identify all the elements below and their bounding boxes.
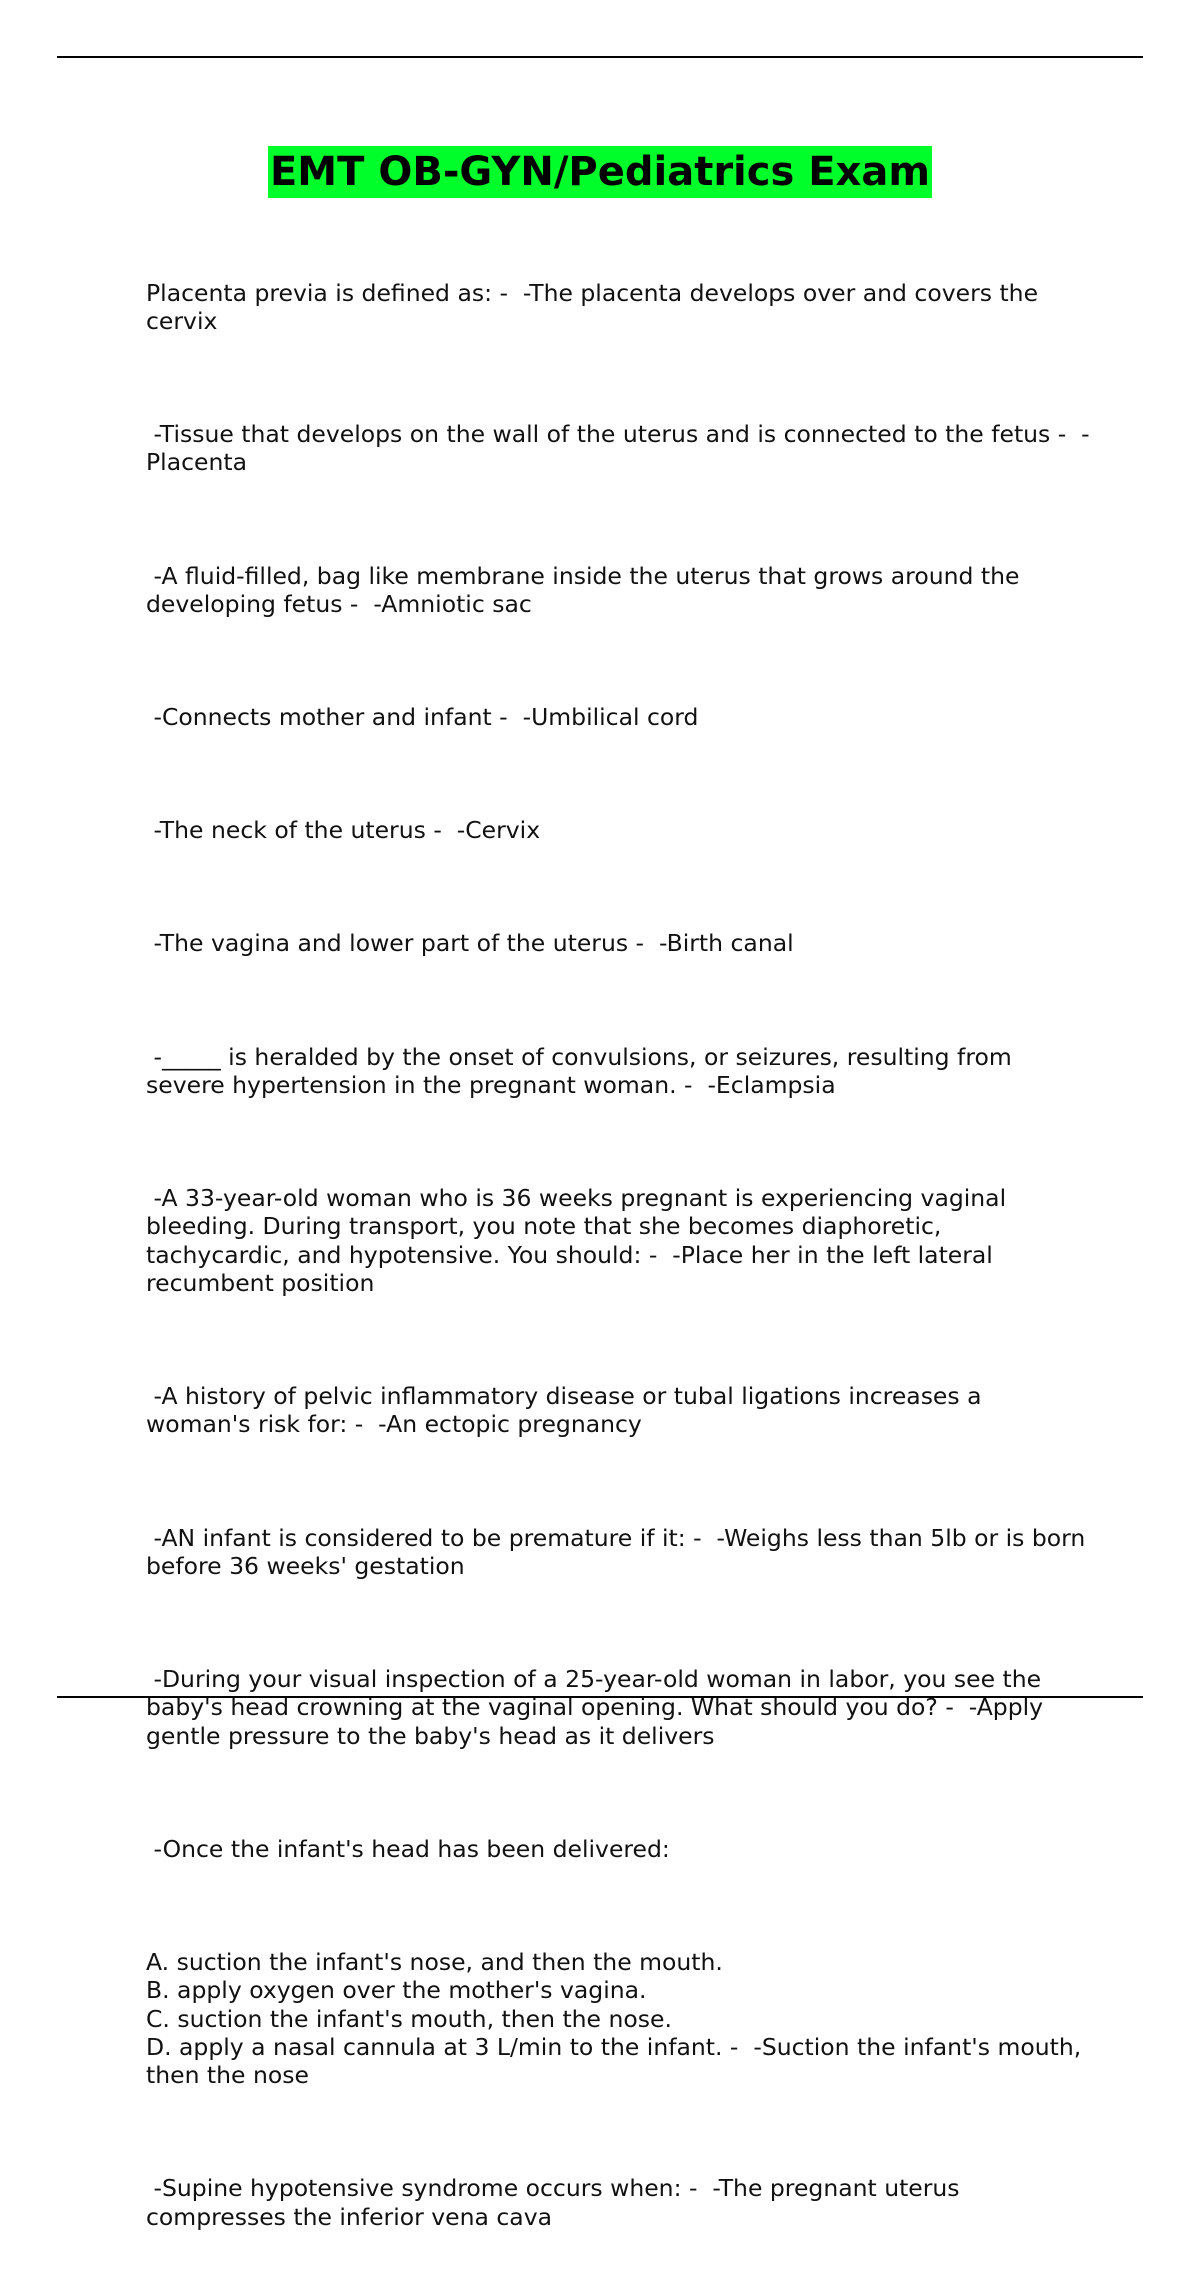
qa-entry: -_____ is heralded by the onset of convulsions, or seizures, resulting from severe hypertension in the pregnant woman. - -Eclampsia <box>146 1042 1020 1099</box>
title-container <box>0 146 1200 198</box>
qa-entry: -Supine hypotensive syndrome occurs when: - -The pregnant uterus compresses the inferior vena cava <box>146 2174 968 2231</box>
top-rule <box>57 56 1143 58</box>
qa-entry: -A fluid-filled, bag like membrane inside the uterus that grows around the developing fetus - -Amniotic sac <box>146 561 1027 618</box>
document-body <box>146 222 1091 2288</box>
qa-entry: Placenta previa is defined as: - -The placenta develops over and covers the cervix <box>146 278 1046 335</box>
qa-entry: -A history of pelvic inflammatory disease or tubal ligations increases a woman's risk for: - -An ectopic pregnancy <box>146 1382 989 1439</box>
qa-entry: -A 33-year-old woman who is 36 weeks pregnant is experiencing vaginal bleeding. During transport, you note that she becomes diaphoretic, tachycardic, and hypotensive. You should: - -Place her in the left lateral recumbent position <box>146 1184 1014 1297</box>
page-title: EMT OB-GYN/Pediatrics Exam <box>268 146 932 198</box>
qa-options-entry: A. suction the infant's nose, and then the mouth. B. apply oxygen over the mother's vagina. C. suction the infant's mouth, then the nose. D. apply a nasal cannula at 3 L/min to the infant. - -Suction the infant's mouth, then the nose <box>146 1948 1082 2090</box>
qa-entry: -AN infant is considered to be premature if it: - -Weighs less than 5lb or is born before 36 weeks' gestation <box>146 1523 1093 1580</box>
qa-entry: -During your visual inspection of a 25-year-old woman in labor, you see the baby's head crowning at the vaginal opening. What should you do? - -Apply gentle pressure to the baby's head as it delivers <box>146 1665 1051 1750</box>
qa-entry: -Connects mother and infant - -Umbilical cord <box>146 703 699 732</box>
qa-entry: -The neck of the uterus - -Cervix <box>146 816 541 845</box>
qa-entry: -Once the infant's head has been delivered: <box>146 1834 670 1863</box>
qa-entry: -Tissue that develops on the wall of the uterus and is connected to the fetus - -Placenta <box>146 420 1090 477</box>
bottom-rule <box>57 1696 1143 1698</box>
qa-entry: -The vagina and lower part of the uterus - -Birth canal <box>146 929 794 958</box>
